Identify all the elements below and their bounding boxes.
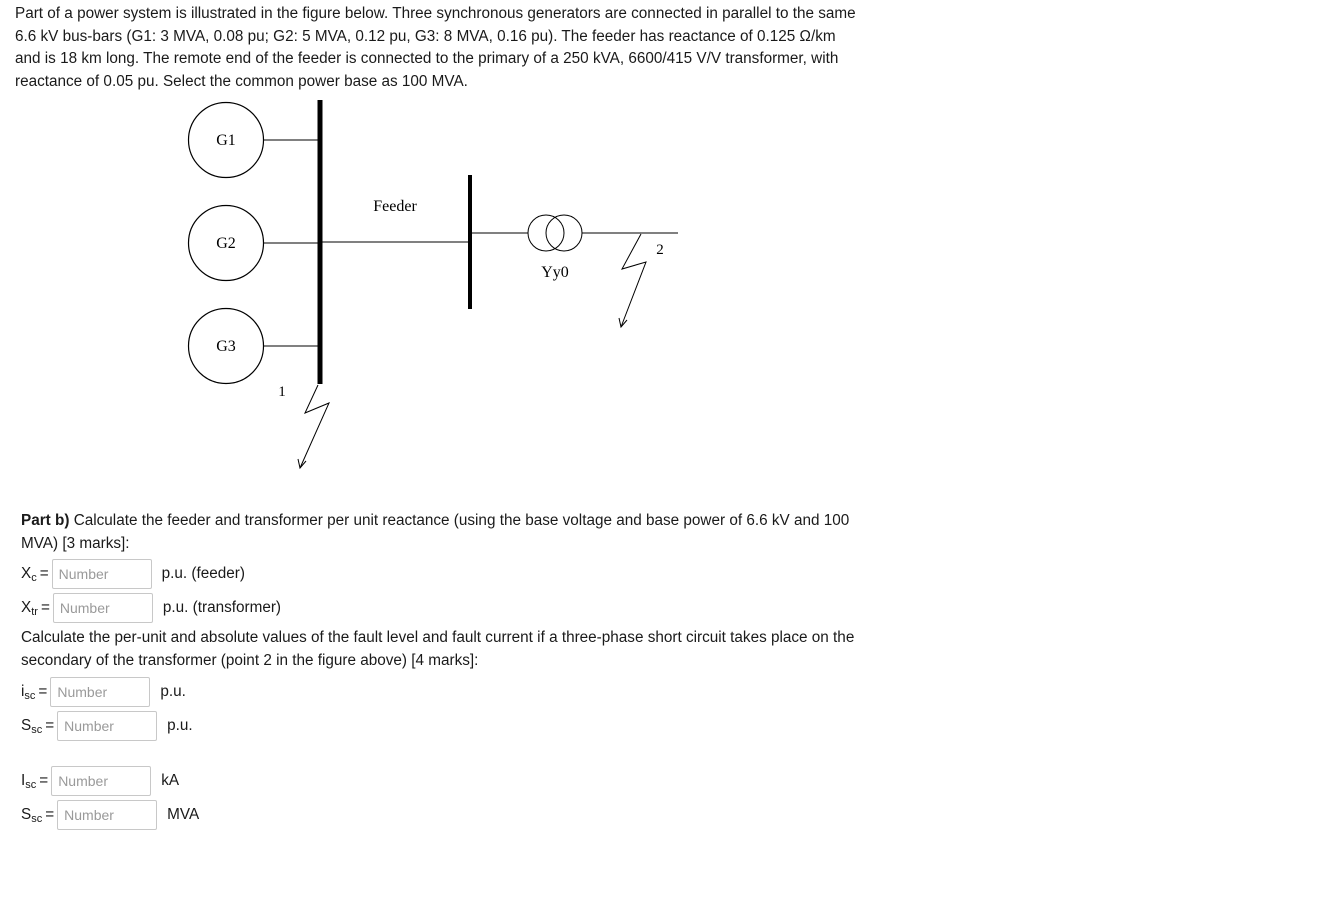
generator-g3-label: G3 bbox=[216, 338, 236, 355]
xc-row bbox=[21, 559, 245, 589]
fault-1-symbol bbox=[300, 385, 329, 468]
feeder-label: Feeder bbox=[373, 198, 417, 215]
isc-abs-row bbox=[21, 766, 179, 796]
isc-pu-unit: p.u. bbox=[160, 683, 186, 700]
ssc-abs-unit: MVA bbox=[167, 806, 200, 823]
problem-statement: Part of a power system is illustrated in the figure below. Three synchronous generators are connected in parallel to the same 6.6 kV bus-bars (G1: 3 MVA, 0.08 pu; G2: 5 MVA, 0.12 pu, G3: 8 MVA, 0.16 pu). The feeder has reactance of 0.125 Ω/km and is 18 km long. The remote end of the feeder is connected to the primary of a 250 kVA, 6600/415 V/V transformer, with reactance of 0.05 pu. Select the common power base as 100 MVA. bbox=[15, 5, 856, 91]
isc-pu-symbol: $i_{sc}$ bbox=[21, 682, 36, 702]
generator-g1-label: G1 bbox=[216, 132, 236, 149]
ssc-abs-symbol: $S_{sc}$ bbox=[21, 805, 43, 825]
fault-level-question: Calculate the per-unit and absolute values of the fault level and fault current if a three-phase short circuit takes place on the secondary of the transformer (point 2 in the figure above) [4 marks]: bbox=[21, 629, 855, 669]
fault-point-2-label: 2 bbox=[656, 242, 664, 258]
ssc-pu-equals: = bbox=[45, 717, 55, 734]
xtr-row bbox=[21, 593, 281, 623]
fault-2-symbol bbox=[621, 234, 646, 327]
xc-unit: p.u. (feeder) bbox=[161, 565, 245, 582]
xc-input[interactable] bbox=[52, 559, 152, 589]
isc-abs-input[interactable] bbox=[51, 766, 151, 796]
part-b-text: Calculate the feeder and transformer per unit reactance (using the base voltage and base power of 6.6 kV and 100 MVA) [3 marks]: bbox=[21, 512, 850, 552]
xc-symbol: $X_c$ bbox=[21, 564, 37, 584]
isc-abs-symbol: $I_{sc}$ bbox=[21, 771, 37, 791]
ssc-abs-equals: = bbox=[45, 806, 55, 823]
xc-equals: = bbox=[39, 565, 49, 582]
xtr-unit: p.u. (transformer) bbox=[162, 599, 282, 616]
transformer-label: Yy0 bbox=[541, 264, 569, 281]
isc-pu-input[interactable] bbox=[50, 677, 150, 707]
part-b-question bbox=[21, 510, 861, 555]
xtr-equals: = bbox=[40, 599, 50, 616]
isc-abs-equals: = bbox=[39, 772, 49, 789]
ssc-pu-row bbox=[21, 711, 193, 741]
isc-pu-row bbox=[21, 677, 186, 707]
ssc-pu-input[interactable] bbox=[57, 711, 157, 741]
xtr-symbol: $X_{tr}$ bbox=[21, 598, 38, 618]
ssc-abs-row bbox=[21, 800, 199, 830]
ssc-pu-unit: p.u. bbox=[167, 717, 193, 734]
isc-abs-unit: kA bbox=[161, 772, 180, 789]
isc-pu-equals: = bbox=[38, 683, 48, 700]
part-b-heading: Part b) bbox=[21, 512, 70, 529]
ssc-abs-input[interactable] bbox=[57, 800, 157, 830]
ssc-pu-symbol: $S_{sc}$ bbox=[21, 716, 43, 736]
generator-g2-label: G2 bbox=[216, 235, 236, 252]
fault-point-1-label: 1 bbox=[278, 384, 286, 400]
xtr-input[interactable] bbox=[53, 593, 153, 623]
